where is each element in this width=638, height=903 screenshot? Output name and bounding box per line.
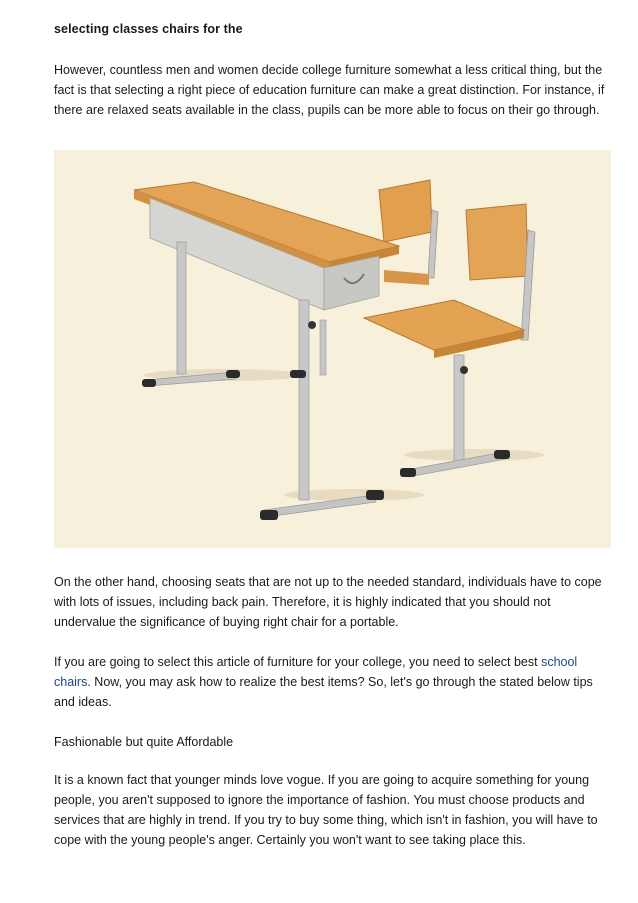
desk-illustration — [54, 150, 611, 548]
section-subheading: Fashionable but quite Affordable — [54, 735, 234, 749]
paragraph-text-after-link: . Now, you may ask how to realize the best items? So, let's go through the stated below tips and ideas. — [54, 675, 593, 709]
paragraph-text-before-link: If you are going to select this article of furniture for your college, you need to select best — [54, 655, 542, 669]
paragraph-intro: However, countless men and women decide college furniture somewhat a less critical thing, but the fact is that selecting a right piece of education furniture can make a great distinction. For instance, if there are relaxed seats available in the class, pupils can be more able to focus on their go through. — [54, 63, 605, 117]
paragraph-fashion: It is a known fact that younger minds love vogue. If you are going to acquire something for young people, you aren't supposed to ignore the importance of fashion. You must choose products and services that are highly in trend. If you try to buy some thing, which isn't in fashion, you will have to cope with the young people's anger. Certainly you won't want to see taking place this. — [54, 773, 598, 847]
paragraph-school-chairs — [54, 652, 614, 712]
article-heading: selecting classes chairs for the — [54, 22, 243, 36]
paragraph-back-pain: On the other hand, choosing seats that are not up to the needed standard, individuals have to cope with lots of issues, including back pain. Therefore, it is highly indicated that you should not undervalue the significance of buying right chair for a portable. — [54, 575, 602, 629]
school-chairs-link[interactable]: school chairs — [54, 655, 578, 689]
desk-and-chairs-photo — [54, 150, 611, 548]
